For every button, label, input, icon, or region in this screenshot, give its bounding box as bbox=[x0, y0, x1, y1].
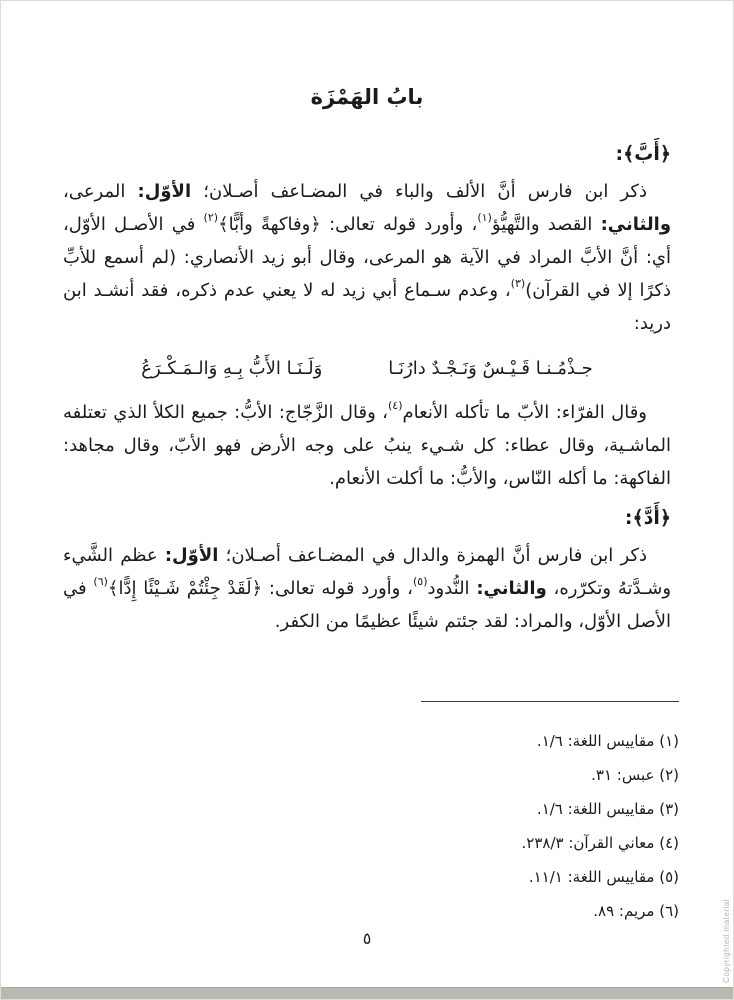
footnote-ref-4: (٤) bbox=[388, 399, 403, 412]
copyright-watermark: Copyrighted material bbox=[722, 899, 731, 983]
text-segment: عظم الشَّيء وشـدَّتهُ وتكرّره، bbox=[63, 545, 672, 599]
entry-abb-paragraph-2 bbox=[63, 396, 671, 495]
footnote-ref-1: (١) bbox=[477, 211, 492, 224]
text-segment: النُّدود bbox=[427, 578, 477, 599]
text-segment: ، وقال الزَّجّاج: الأبُّ: جميع الكلأ الذي تعتلفه الماشـية، وقال عطاء: كل شـيء ينبُ على وجه الأرض فهو الأبّ، وقال مجاهد: الفاكهة: ما أكله النّاس، والأبُّ: ما أكلت الأنعام. bbox=[63, 402, 671, 489]
bold-term-first: الأوّل: bbox=[164, 545, 219, 566]
footnote-6: (٦) مريم: ٨٩. bbox=[593, 902, 679, 920]
bold-term-second: والثاني: bbox=[600, 214, 672, 235]
entry-add-paragraph-1 bbox=[63, 539, 671, 638]
scan-edge-strip bbox=[1, 987, 733, 999]
text-segment: ، وعدم سـماع أبي زيد له لا يعني عدم ذكره، فقد أنشـد ابن دريد: bbox=[63, 280, 671, 334]
page-number: ٥ bbox=[362, 929, 372, 948]
footnote-4: (٤) معاني القرآن: ٢٣٨/٣. bbox=[521, 834, 679, 852]
text-segment: ذكر ابن فارس أنَّ الهمزة والدال في المضـاعف أصـلان؛ bbox=[218, 545, 647, 566]
text-segment: وقال الفرّاء: الأبّ ما تأكله الأنعام bbox=[402, 402, 647, 423]
entry-headword-abb: ﴿أَبَّ﴾: bbox=[615, 143, 671, 165]
footnotes-block bbox=[55, 701, 679, 928]
text-segment: المرعى، bbox=[63, 181, 138, 202]
text-segment: ، وأورد قوله تعالى: ﴿وفاكهةً وأبًّا﴾ bbox=[218, 214, 478, 235]
footnote-5: (٥) مقاييس اللغة: ١١/١. bbox=[528, 868, 679, 886]
entry-headword-add: ﴿أَدَّ﴾: bbox=[624, 507, 671, 529]
text-segment: في الأصل الأوّل، والمراد: لقد جئتم شيئًا عظيمًا من الكفر. bbox=[63, 578, 671, 632]
footnote-ref-6: (٦) bbox=[93, 575, 108, 588]
bold-term-second: والثاني: bbox=[476, 578, 547, 599]
footnote-ref-3: (٣) bbox=[510, 277, 526, 290]
text-segment: في الأصـل الأوّل، أي: أنَّ الأبَّ المراد في الآية هو المرعى، وقال أبو زيد الأنصاري: (لم أسمع للأبِّ ذكرًا إلا في القرآن) bbox=[63, 214, 671, 301]
poetry-line bbox=[63, 352, 671, 386]
entry-abb-paragraph-1 bbox=[63, 175, 671, 340]
footnote-3: (٣) مقاييس اللغة: ١/٦. bbox=[536, 800, 679, 818]
footnote-2: (٢) عبس: ٣١. bbox=[591, 766, 679, 784]
text-segment: القصد والتَّهيُّؤ bbox=[491, 214, 601, 235]
footnote-ref-2: (٢) bbox=[203, 211, 219, 224]
footnote-1: (١) مقاييس اللغة: ١/٦. bbox=[536, 732, 679, 750]
hemistich-right: جـذْمُـنـا قَـيْـسٌ وَنَـجْـدٌ دارُنَـا bbox=[388, 358, 593, 379]
text-segment: ، وأورد قوله تعالى: ﴿لَقَدْ جِئْتُمْ شَـيْئًا إِدًّا﴾ bbox=[107, 578, 413, 599]
bold-term-first: الأوّل: bbox=[137, 181, 192, 202]
text-segment: ذكر ابن فارس أنَّ الألف والباء في المضـاعف أصـلان؛ bbox=[191, 181, 647, 202]
footnote-separator-rule bbox=[421, 701, 679, 702]
hemistich-left: وَلَـنَـا الأَبُّ بِـهِ وَالـمَـكْـرَعُ bbox=[141, 358, 323, 379]
chapter-title: بابُ الهَمْزَة bbox=[310, 85, 424, 109]
page-content bbox=[1, 85, 733, 638]
footnote-ref-5: (٥) bbox=[412, 575, 428, 588]
